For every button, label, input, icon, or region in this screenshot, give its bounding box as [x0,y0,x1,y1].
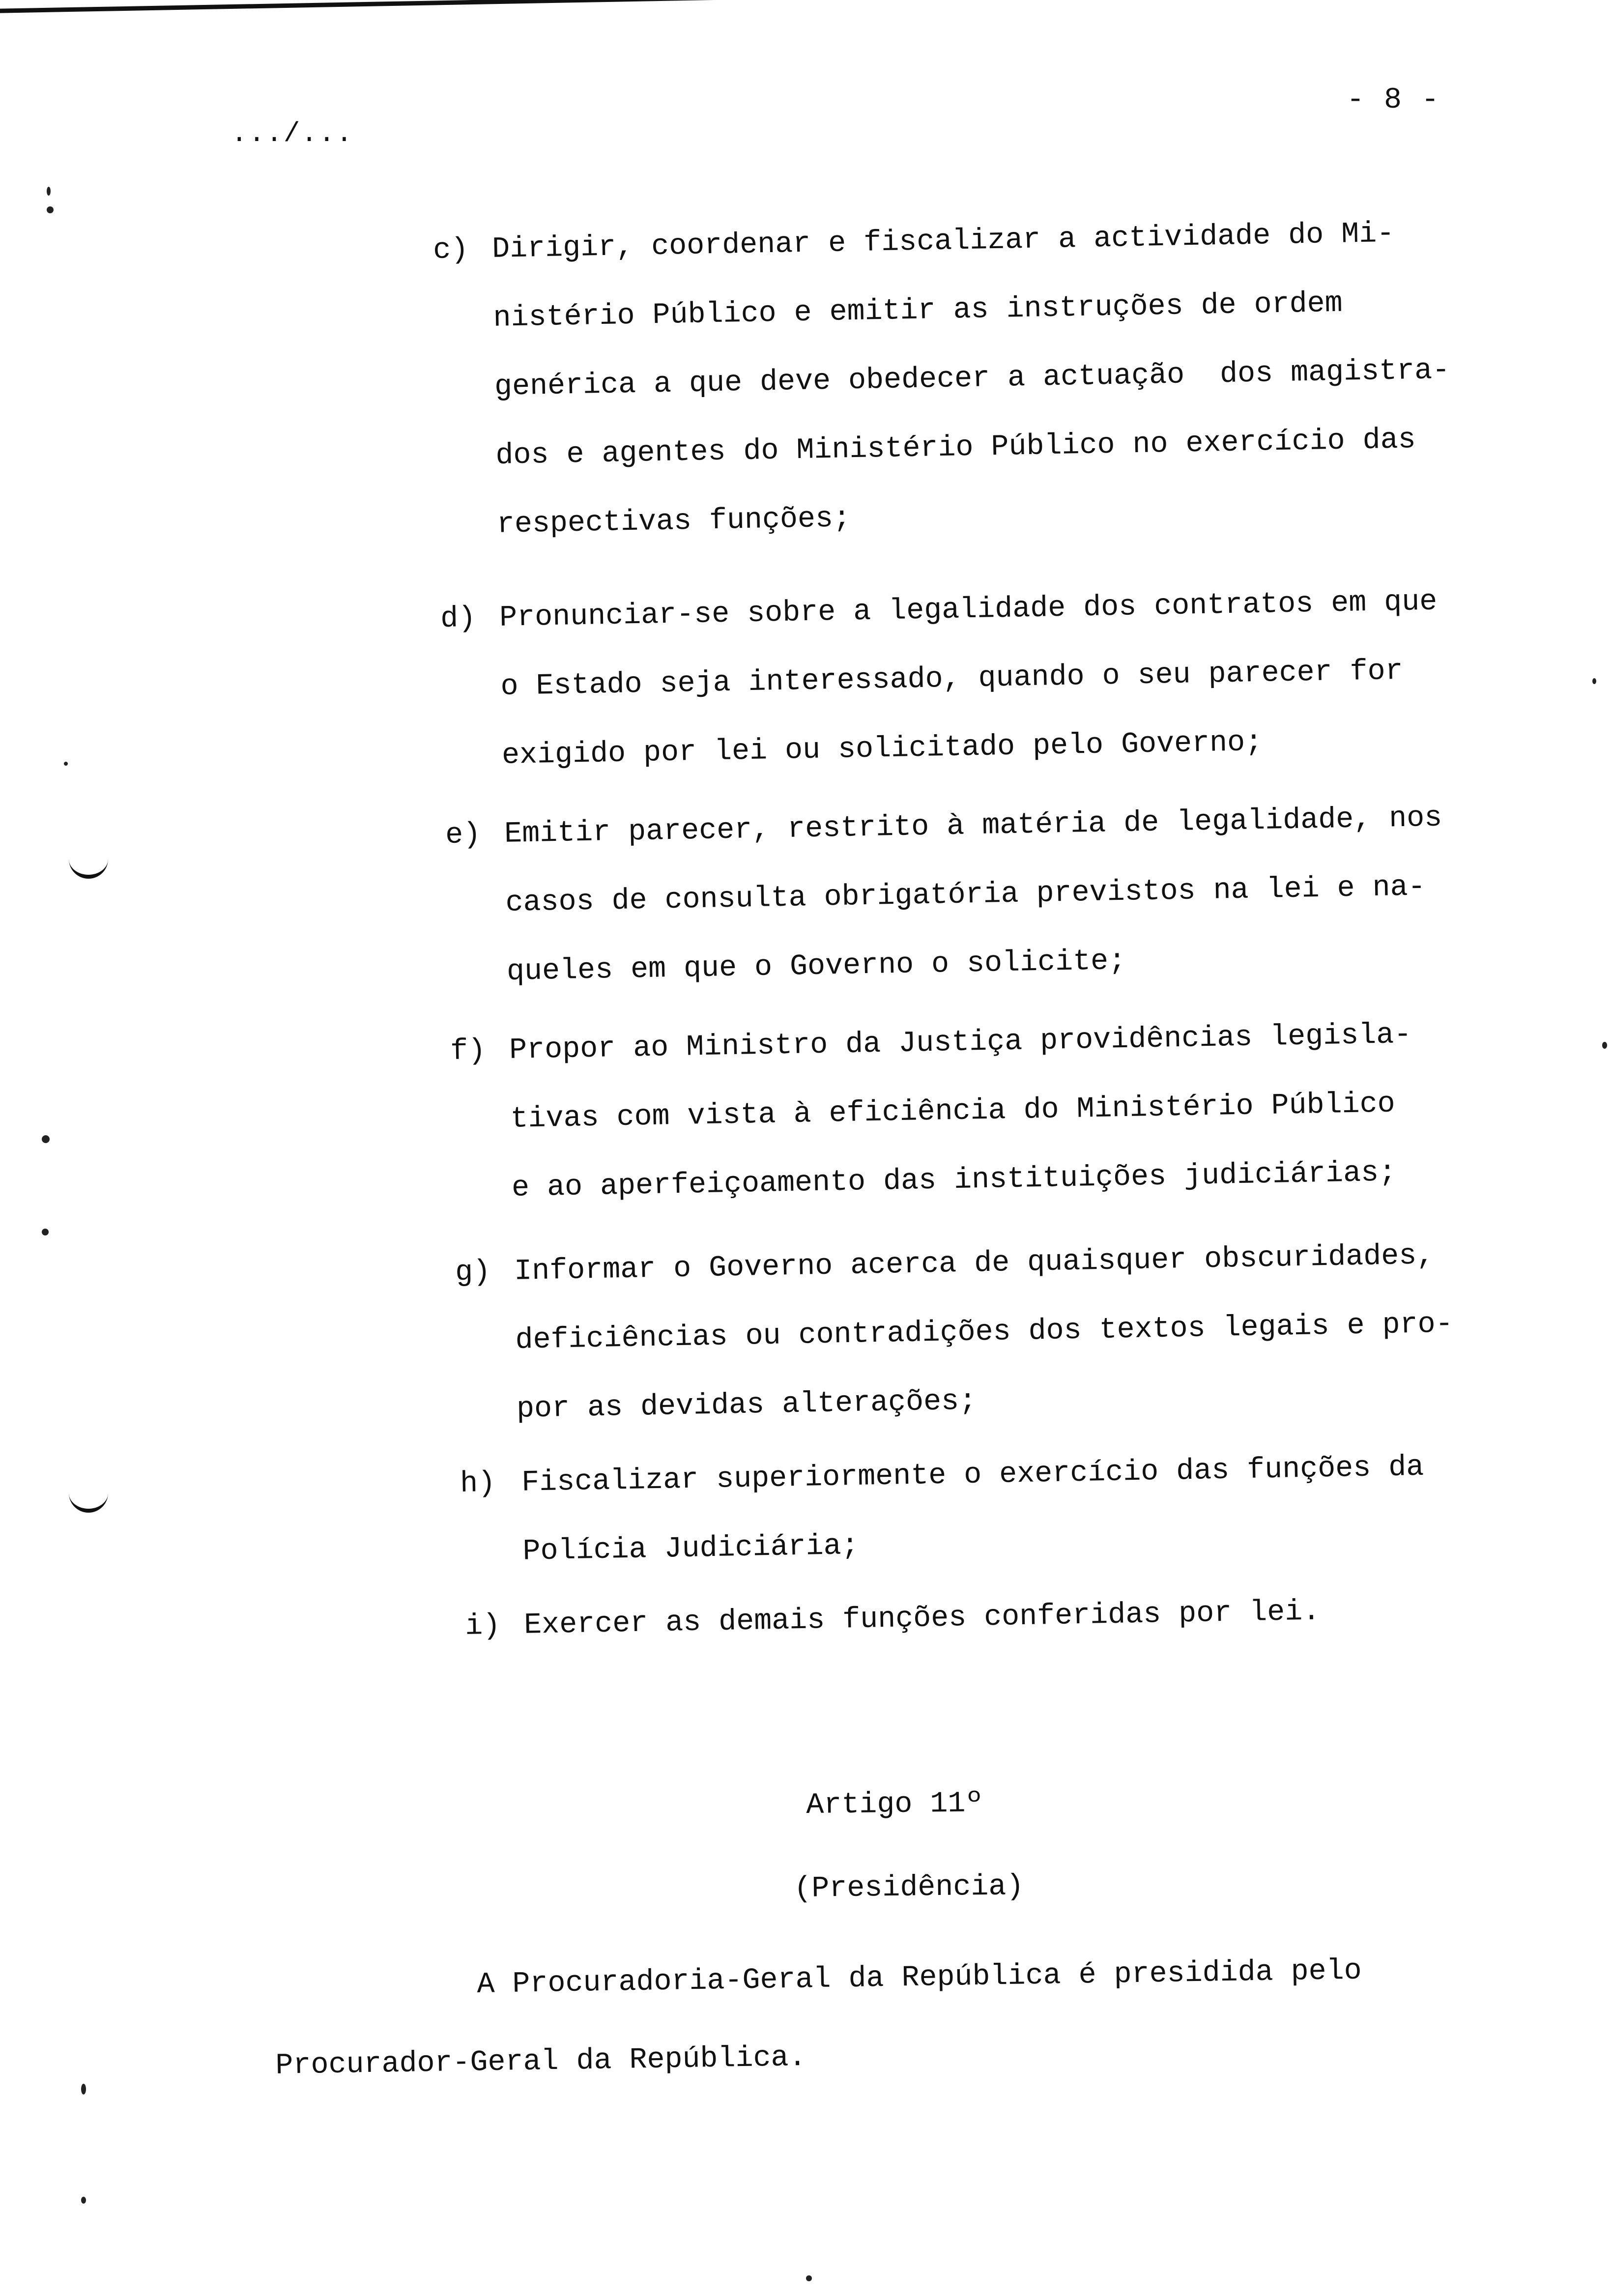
scan-speck [1592,678,1596,684]
scan-speck [806,2275,812,2281]
list-line: Informar o Governo acerca de quaisquer obscuridades, [514,1239,1435,1289]
scan-speck [47,206,54,213]
list-line: Dirigir, coordenar e fiscalizar a actividade do Mi- [491,217,1395,266]
scan-speck [42,1135,50,1143]
list-line: tivas com vista à eficiência do Ministério Público [510,1087,1396,1136]
list-line: Polícia Judiciária; [522,1529,860,1569]
list-marker: h) [460,1466,496,1501]
scan-speck [47,187,51,196]
scan-speck [64,762,68,766]
article-heading: Artigo 11º [806,1787,983,1822]
article-body-line: A Procuradoria-Geral da República é presidida pelo [477,1954,1362,2002]
continuation-mark: .../... [231,118,354,149]
list-line: nistério Público e emitir as instruções de ordem [493,287,1343,335]
scan-artifact-bar [0,0,1032,13]
list-marker: c) [432,233,469,267]
scan-artifact-mark [69,855,108,879]
scan-speck [81,2197,86,2204]
article-subtitle: (Presidência) [794,1870,1024,1906]
scan-top-edge [0,0,1032,29]
list-line: Fiscalizar superiormente o exercício das funções da [521,1450,1424,1500]
list-line: respectivas funções; [496,502,851,542]
list-line: o Estado seja interessado, quando o seu parecer for [500,654,1404,704]
list-marker: e) [445,818,481,852]
list-marker: i) [464,1609,501,1643]
scan-speck [42,1229,49,1235]
list-line: deficiências ou contradições dos textos legais e pro- [515,1307,1454,1357]
list-line: e ao aperfeiçoamento das instituições judiciárias; [511,1156,1397,1205]
list-line: casos de consulta obrigatória previstos na lei e na- [505,870,1426,920]
scan-artifact-mark [69,1489,108,1513]
list-line: Propor ao Ministro da Justiça providências legisla- [509,1018,1412,1067]
article-body-line: Procurador-Geral da República. [275,2041,807,2083]
list-marker: g) [455,1255,491,1290]
list-line: Exercer as demais funções conferidas por lei. [523,1595,1321,1642]
list-line: Emitir parecer, restrito à matéria de legalidade, nos [504,801,1442,851]
list-line: genérica a que deve obedecer a actuação dos magistra- [494,353,1450,404]
list-line: Pronunciar-se sobre a legalidade dos contratos em que [499,585,1438,635]
list-line: exigido por lei ou solicitado pelo Governo; [501,725,1263,773]
list-line: queles em que o Governo o solicite; [506,944,1126,989]
list-line: por as devidas alterações; [516,1384,977,1426]
scan-speck [1602,1042,1607,1049]
list-marker: d) [440,602,476,636]
list-line: dos e agentes do Ministério Público no exercício das [495,423,1416,473]
scan-speck [81,2084,86,2095]
list-marker: f) [450,1034,486,1068]
page-number: - 8 - [1347,84,1440,117]
